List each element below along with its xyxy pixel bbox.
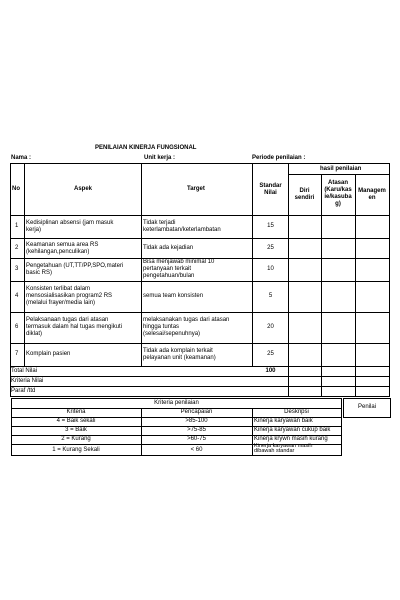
criteria-row-pencapaian: >75-85 [187, 427, 206, 433]
row-6-nilai: 20 [267, 324, 274, 330]
header-aspek: Aspek [74, 186, 93, 192]
criteria-header-pencapaian: Pencapaian [180, 409, 213, 415]
criteria-row-deskripsi: Kinerja karyawan baik [254, 418, 313, 424]
criteria-header-kriteria: Kriteria [66, 409, 86, 415]
criteria-row-kriteria: 3 = Baik [65, 427, 87, 433]
row-4-nilai: 5 [268, 293, 273, 299]
row-6-target: melaksanakan tugas dari atasan hingga tuntas (selesai/sepenuhnya) [143, 317, 230, 337]
header-no: No [12, 186, 20, 192]
criteria-row-kriteria: 2 = Kurang [61, 436, 91, 442]
row-1-aspek: Kedisiplinan absensi (jam masuk kerja) [26, 220, 114, 233]
row-4-aspek: Konsisten terlibat dalam mensosialisasikan program2 RS (melalui frayer/media lain) [26, 286, 113, 306]
row-3-aspek: Pengetahuan (UT,TT/PP,SPO,materi basic RS) [26, 263, 124, 276]
header-manajemen: Managem en [358, 188, 386, 201]
criteria-header-deskripsi: Deskripsi [284, 409, 309, 415]
paraf-label: Paraf /ttd [11, 388, 36, 394]
criteria-row-pencapaian: >85-100 [185, 418, 208, 424]
row-4-target: semua team konsisten [143, 293, 204, 299]
row-2-no: 2 [15, 245, 19, 251]
row-6-aspek: Pelaksanaan tugas dari atasan termasuk dalam hal tugas mengikuti diklat) [26, 317, 123, 337]
header-standar-nilai: Standar Nilai [259, 183, 282, 196]
kriteria-nilai-label: Kriteria Nilai [11, 378, 44, 384]
row-3-no: 3 [15, 266, 19, 272]
row-7-aspek: Komplain pasien [26, 351, 71, 357]
total-nilai-label: Total Nilai [11, 368, 38, 374]
unit-kerja-label: Unit kerja : [144, 155, 176, 161]
row-1-target: Tidak terjadi keterlambatan/keterlambatan [143, 220, 221, 233]
row-7-nilai: 25 [267, 351, 274, 357]
row-2-nilai: 25 [267, 245, 274, 251]
row-1-nilai: 15 [267, 223, 274, 229]
criteria-title: Kriteria penilaian [154, 400, 199, 406]
header-target: Target [187, 186, 205, 192]
criteria-row-pencapaian: >60-75 [187, 436, 206, 442]
header-hasil-penilaian: hasil penilaian [320, 166, 362, 172]
row-1-no: 1 [15, 223, 19, 229]
form-title: PENILAIAN KINERJA FUNGSIONAL [95, 145, 197, 151]
header-diri-sendiri: Diri sendiri [294, 188, 315, 201]
periode-label: Periode penilaian : [252, 155, 306, 161]
criteria-row-kriteria: 4 = Baik sekali [56, 418, 96, 424]
row-3-target: Bisa menjawab minimal 10 pertanyaan terkait pengetahuan/bulan [143, 259, 215, 279]
row-6-no: 6 [15, 324, 19, 330]
header-atasan: Atasan (Karu/kas ie/kasuba g) [324, 180, 352, 207]
criteria-row-deskripsi: Kinerja karyawan masih dibawah standar [254, 443, 313, 454]
row-7-target: Tidak ada komplain terkait pelayanan unit (keamanan) [143, 348, 216, 361]
criteria-row-deskripsi: Kinerja karyawan cukup baik [254, 427, 331, 433]
row-2-aspek: Keamanan semua area RS (kehilangan,penculikan) [26, 242, 99, 255]
criteria-row-pencapaian: < 60 [190, 447, 203, 453]
row-7-no: 7 [15, 351, 19, 357]
criteria-row-deskripsi: Kinerja krywn masih kurang [254, 436, 328, 442]
criteria-row-kriteria: 1 = Kurang Sekali [52, 447, 100, 453]
total-nilai-value: 100 [265, 368, 276, 374]
row-4-no: 4 [15, 293, 19, 299]
row-3-nilai: 10 [267, 266, 274, 272]
nama-label: Nama : [11, 155, 32, 161]
row-2-target: Tidak ada kejadian [143, 245, 194, 251]
penilai-label: Penilai [357, 404, 376, 410]
